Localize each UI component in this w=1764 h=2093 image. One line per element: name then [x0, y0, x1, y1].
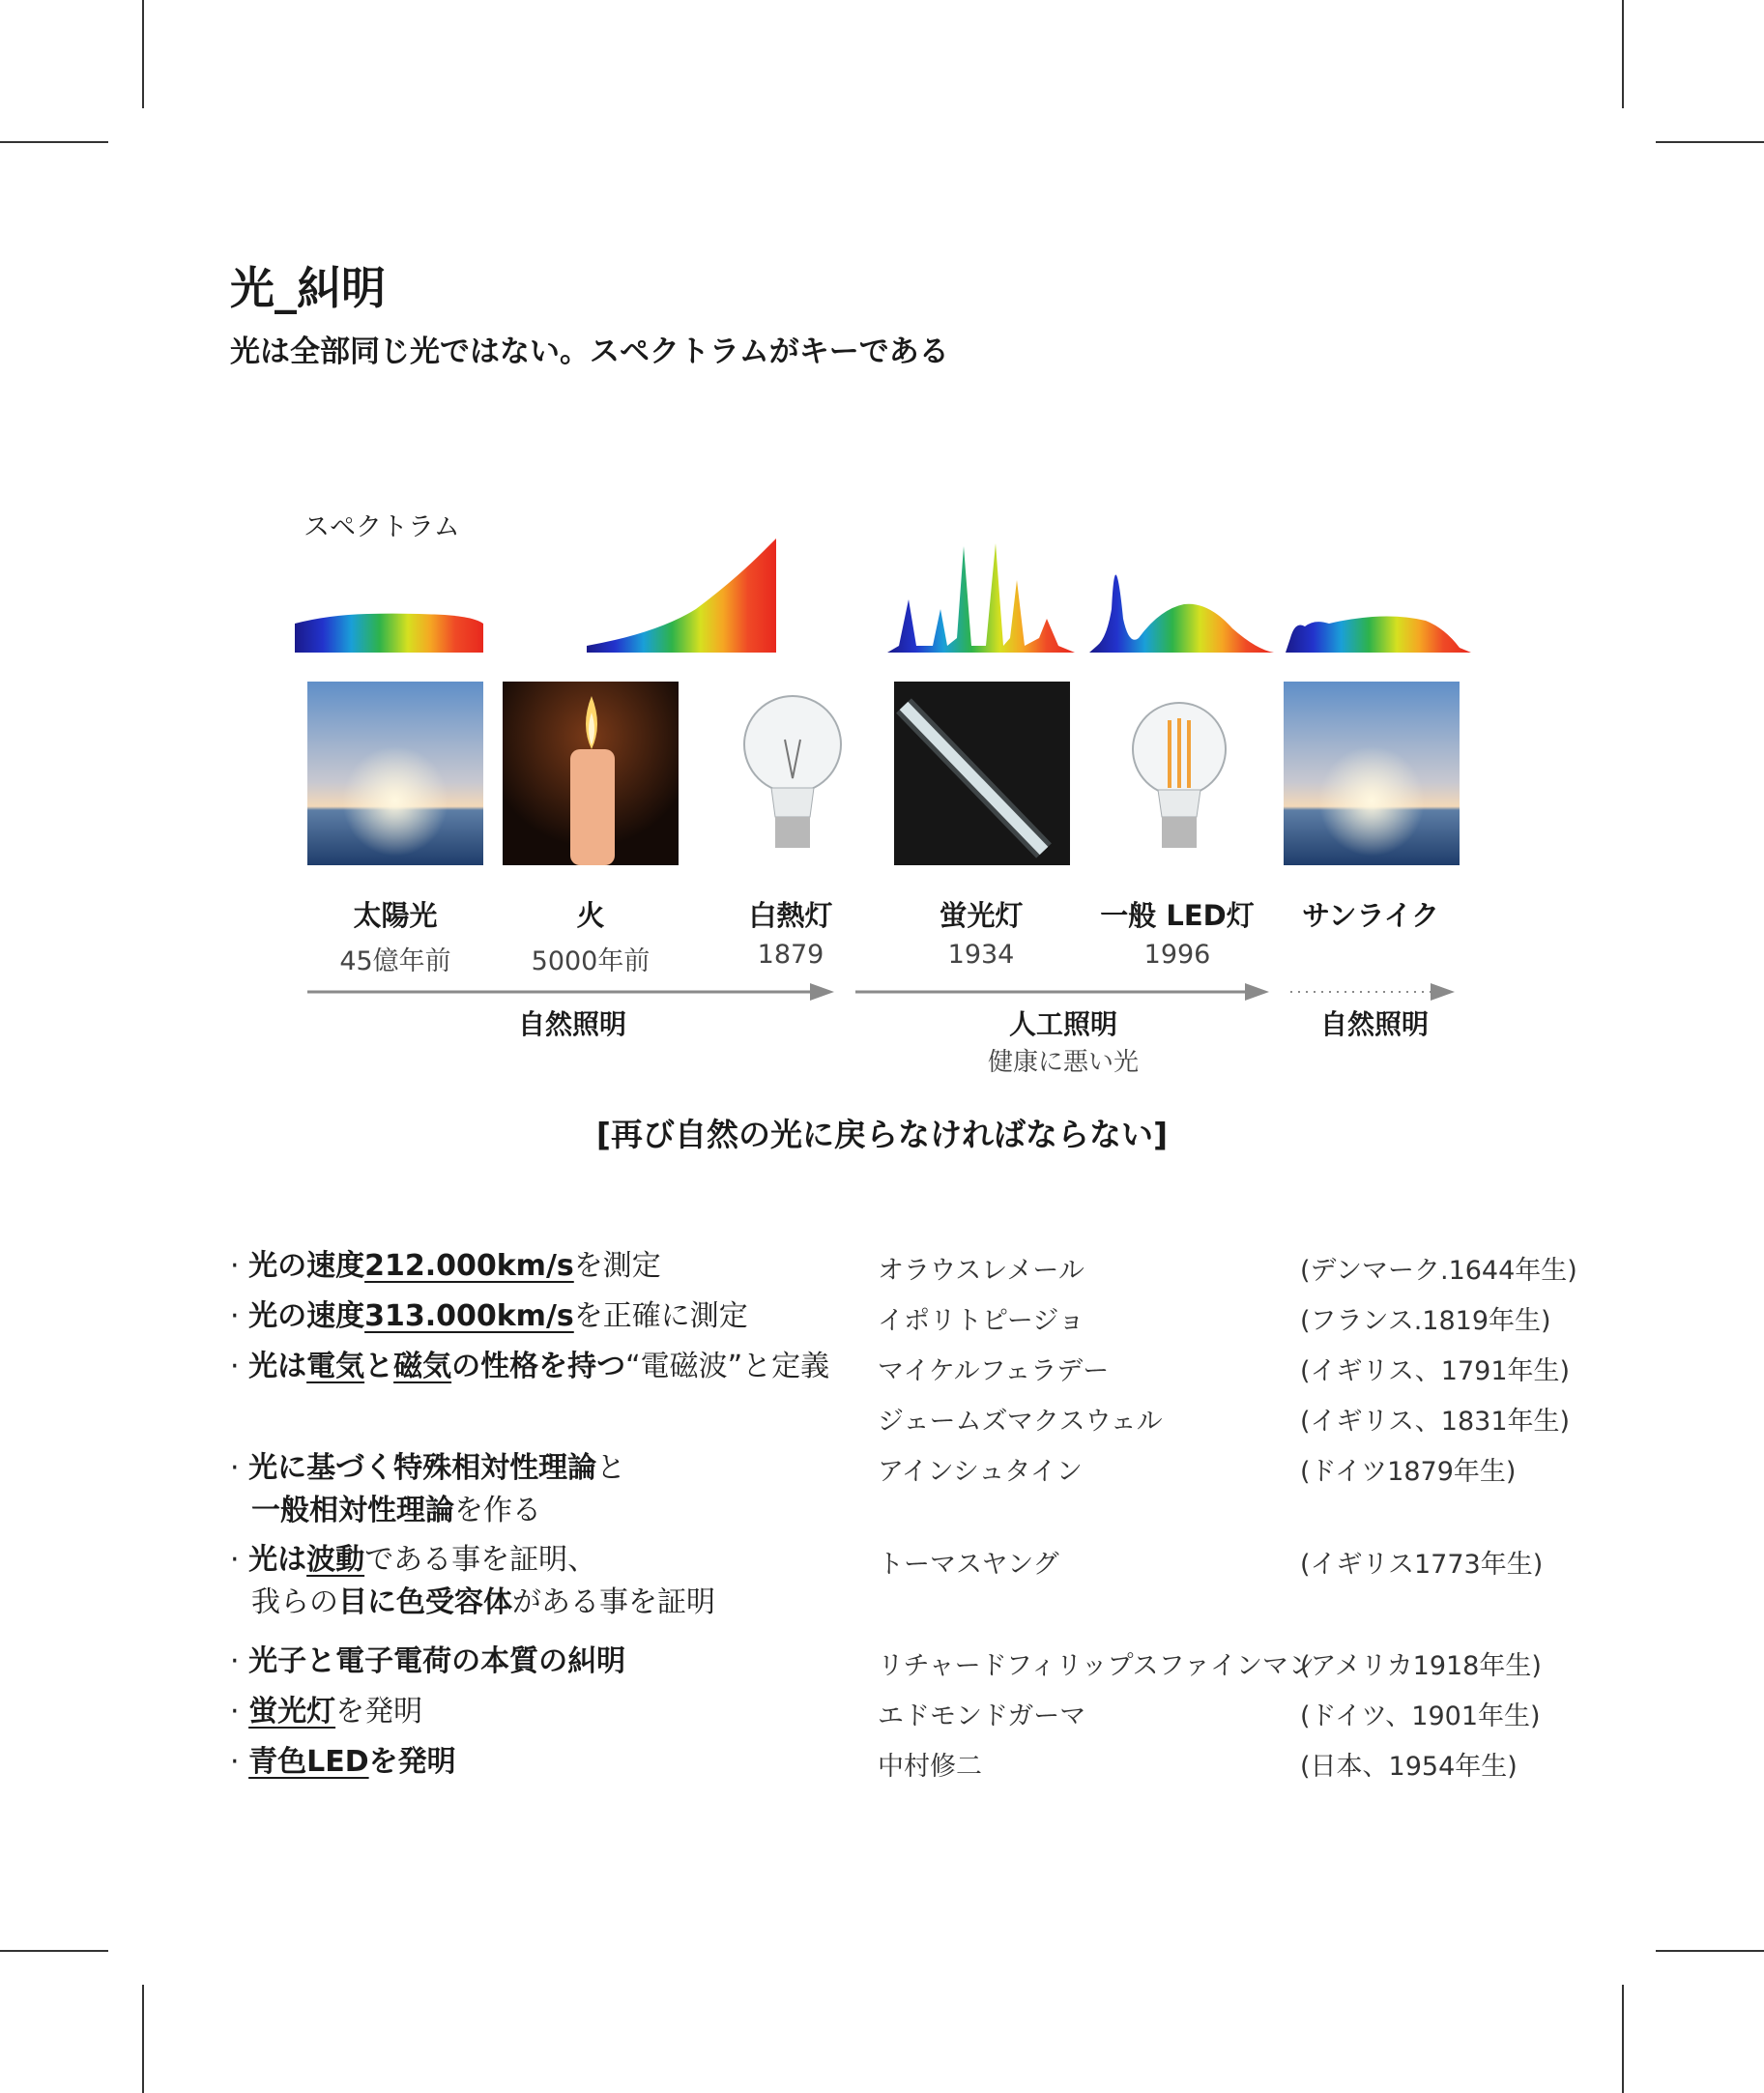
source-label	[484, 894, 697, 977]
person-origin: (イギリス、1791年生)	[1300, 1356, 1571, 1386]
list-item	[230, 1641, 625, 1683]
era-sublabel: 健康に悪い光	[987, 1048, 1139, 1077]
crop-mark	[0, 1950, 108, 1952]
item-text: を発明	[368, 1745, 456, 1779]
page-subtitle: 光は全部同じ光ではない。スペクトラムがキーである	[230, 334, 949, 369]
bullet: ·	[230, 1350, 240, 1383]
crop-mark	[142, 0, 144, 108]
era-label: 自然照明	[517, 1008, 626, 1040]
person-name: リチャードフィリップスファインマン	[878, 1651, 1315, 1681]
fluorescent-photo	[894, 682, 1070, 865]
fluorescent-spectrum	[887, 543, 1075, 653]
source-name: 蛍光灯	[939, 899, 1024, 932]
led-bulb-photo	[1090, 682, 1266, 865]
spectrum-label: スペクトラム	[304, 512, 460, 542]
natural-lighting-arrow	[307, 983, 834, 1001]
person-origin: (イギリス1773年生)	[1300, 1550, 1544, 1580]
bullet: ·	[230, 1695, 240, 1729]
crop-mark	[142, 1985, 144, 2093]
person-origin: (ドイツ、1901年生)	[1300, 1701, 1541, 1731]
person-name: 中村修二	[878, 1752, 982, 1782]
crop-mark	[1622, 1985, 1624, 2093]
item-text: と	[364, 1350, 394, 1383]
list-item	[230, 1346, 829, 1388]
source-name: 白熱灯	[748, 899, 833, 932]
crop-mark	[1622, 0, 1624, 108]
artificial-lighting-arrow	[855, 983, 1269, 1001]
sunlike-photo	[1284, 682, 1460, 865]
item-text: の性格を持つ	[451, 1350, 626, 1383]
item-text: 光は	[248, 1543, 307, 1577]
bullet: ·	[230, 1644, 240, 1678]
sunlight-spectrum	[295, 614, 483, 653]
person-origin: (ドイツ1879年生)	[1300, 1457, 1517, 1487]
item-text: 蛍光灯	[248, 1695, 336, 1729]
item-text: 光子と電子電荷の本質の糾明	[248, 1644, 626, 1678]
item-text: “電磁波”と定義	[625, 1350, 830, 1383]
era-label: 人工照明	[1008, 1008, 1117, 1040]
person-name: マイケルフェラデー	[878, 1356, 1110, 1386]
bullet: ·	[230, 1745, 240, 1779]
person-name: イポリトピージョ	[878, 1306, 1084, 1336]
crop-mark	[1656, 141, 1764, 143]
person-origin: (フランス.1819年生)	[1300, 1306, 1551, 1336]
item-text: を測定	[573, 1249, 661, 1283]
source-label	[684, 894, 897, 970]
source-year: 5000年前	[531, 946, 651, 976]
person-name: ジェームズマクスウェル	[878, 1407, 1163, 1437]
person-origin: (アメリカ1918年生)	[1300, 1651, 1542, 1681]
source-name: 太陽光	[353, 899, 438, 932]
sunlight-photo	[307, 682, 483, 865]
source-name: 火	[576, 899, 605, 932]
person-name: アインシュタイン	[878, 1457, 1083, 1487]
item-text: を発明	[335, 1695, 423, 1729]
item-text: 光に基づく特殊相対性理論	[248, 1451, 597, 1485]
item-text: を作る	[454, 1494, 541, 1527]
bullet: ·	[230, 1451, 240, 1485]
list-item	[230, 1295, 748, 1338]
page-title: 光_糾明	[230, 262, 386, 314]
person-origin: (デンマーク.1644年生)	[1300, 1256, 1577, 1286]
source-name: サンライク	[1301, 899, 1440, 932]
list-item	[230, 1539, 715, 1624]
item-text: がある事を証明	[512, 1585, 715, 1619]
bullet: ·	[230, 1249, 240, 1283]
spectrum-graphs	[0, 522, 1764, 667]
quote: [再び自然の光に戻らなければならない]	[595, 1116, 1169, 1153]
item-text: 目に色受容体	[338, 1585, 512, 1619]
person-name: エドモンドガーマ	[878, 1701, 1086, 1731]
list-item	[230, 1245, 661, 1288]
source-year: 45億年前	[339, 946, 451, 976]
source-year: 1996	[1143, 940, 1211, 970]
item-text: 212.000km/s	[364, 1249, 574, 1283]
led-spectrum	[1089, 574, 1274, 653]
item-text: 電気	[306, 1350, 365, 1383]
source-label	[875, 894, 1087, 970]
source-label	[1071, 894, 1284, 970]
person-origin: (イギリス、1831年生)	[1300, 1407, 1571, 1437]
item-text: と	[596, 1451, 626, 1485]
bullet: ·	[230, 1543, 240, 1577]
source-label	[1264, 894, 1477, 940]
source-year: 1934	[947, 940, 1015, 970]
candle-photo	[503, 682, 679, 865]
item-text: 我らの	[251, 1585, 338, 1619]
person-name: トーマスヤング	[878, 1550, 1059, 1580]
item-text: である事を証明、	[364, 1543, 597, 1577]
era-label: 自然照明	[1319, 1008, 1429, 1040]
source-label	[289, 894, 502, 977]
person-origin: (日本、1954年生)	[1300, 1752, 1518, 1782]
bullet: ·	[230, 1299, 240, 1333]
item-text: 青色LED	[248, 1745, 369, 1779]
item-text: 光は	[248, 1350, 307, 1383]
item-text: 磁気	[393, 1350, 452, 1383]
item-text: 313.000km/s	[364, 1299, 574, 1333]
list-item	[230, 1741, 456, 1784]
source-year: 1879	[757, 940, 824, 970]
list-item	[230, 1691, 422, 1733]
incandescent-photo	[704, 682, 880, 865]
list-item	[230, 1447, 625, 1532]
future-natural-arrow	[1290, 983, 1455, 1001]
item-text: 波動	[306, 1543, 365, 1577]
item-text: 光の速度	[248, 1299, 365, 1333]
crop-mark	[1656, 1950, 1764, 1952]
sunlike-spectrum	[1286, 617, 1471, 654]
crop-mark	[0, 141, 108, 143]
source-name: 一般 LED灯	[1100, 899, 1255, 932]
fire-spectrum	[587, 538, 776, 653]
item-text: を正確に測定	[573, 1299, 748, 1333]
person-name: オラウスレメール	[878, 1256, 1084, 1286]
item-text: 一般相対性理論	[251, 1494, 454, 1527]
item-text: 光の速度	[248, 1249, 365, 1283]
